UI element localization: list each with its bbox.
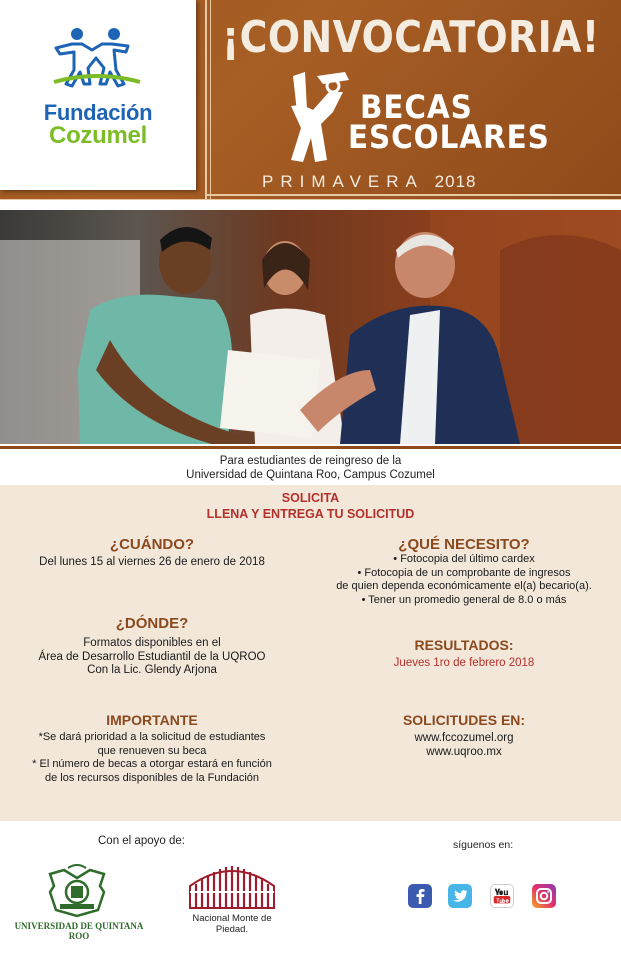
donde-line: Formatos disponibles en el bbox=[83, 637, 221, 649]
caption-line1: Para estudiantes de reingreso de la bbox=[219, 455, 402, 467]
importante-line: que renueven su beca bbox=[97, 744, 207, 757]
frame-line-vertical bbox=[205, 0, 207, 200]
donde-text bbox=[20, 637, 284, 678]
requirement-item: • Fotocopia del último cardex bbox=[393, 553, 535, 565]
instagram-icon[interactable] bbox=[532, 884, 556, 908]
resultados-date: Jueves 1ro de febrero 2018 bbox=[393, 657, 535, 669]
ceremony-photo bbox=[0, 210, 621, 444]
requirement-item: • Tener un promedio general de 8.0 o más bbox=[361, 593, 567, 606]
uqroo-logo-icon bbox=[46, 864, 108, 918]
que-necesito-heading: ¿QUÉ NECESITO? bbox=[398, 536, 530, 553]
solicita-subheading: LLENA Y ENTREGA TU SOLICITUD bbox=[206, 507, 415, 521]
uqroo-link[interactable]: www.uqroo.mx bbox=[426, 745, 502, 758]
page-title: ¡CONVOCATORIA! bbox=[222, 12, 600, 63]
uqroo-name: UNIVERSIDAD DE QUINTANA ROO bbox=[14, 921, 144, 941]
org-name-line2: Cozumel bbox=[49, 122, 147, 149]
season-name: PRIMAVERA bbox=[262, 172, 423, 191]
donde-heading: ¿DÓNDE? bbox=[115, 615, 189, 632]
requirement-item: • Fotocopia de un comprobante de ingresos bbox=[357, 566, 571, 579]
frame-line-bottom bbox=[205, 194, 621, 196]
resultados-heading: RESULTADOS: bbox=[414, 637, 514, 653]
photo-divider bbox=[0, 446, 621, 449]
target-audience-caption bbox=[0, 454, 621, 482]
ceremony-photo-illustration bbox=[0, 210, 621, 444]
solicita-heading: SOLICITA bbox=[281, 491, 340, 505]
season-label bbox=[262, 172, 477, 192]
que-necesito-list bbox=[314, 553, 614, 607]
frame-line-bottom-2 bbox=[0, 199, 621, 200]
children-figures-icon bbox=[52, 26, 142, 88]
importante-heading: IMPORTANTE bbox=[106, 712, 198, 728]
program-title-line2: ESCOLARES bbox=[348, 118, 550, 156]
solicitudes-en-heading: SOLICITUDES EN: bbox=[402, 712, 526, 728]
follow-label: síguenos en: bbox=[453, 839, 514, 851]
cuando-text: Del lunes 15 al viernes 26 de enero de 2018 bbox=[39, 556, 265, 568]
org-name-line1: Fundación bbox=[43, 100, 153, 125]
twitter-icon[interactable] bbox=[448, 884, 472, 908]
requirement-item: de quien dependa económicamente el(a) becario(a). bbox=[336, 580, 592, 592]
fccozumel-link[interactable]: www.fccozumel.org bbox=[414, 732, 514, 744]
importante-text bbox=[20, 731, 284, 785]
cuando-heading: ¿CUÁNDO? bbox=[109, 536, 195, 553]
support-label: Con el apoyo de: bbox=[98, 835, 185, 847]
importante-line: * El número de becas a otorgar estará en función bbox=[32, 758, 272, 770]
solicitudes-links bbox=[364, 732, 564, 759]
season-year: 2018 bbox=[434, 172, 477, 191]
facebook-icon[interactable] bbox=[408, 884, 432, 908]
youtube-icon[interactable] bbox=[490, 884, 514, 908]
program-title-line1: BECAS bbox=[360, 88, 473, 126]
caption-line2: Universidad de Quintana Roo, Campus Cozumel bbox=[186, 469, 435, 481]
graduate-figure-icon bbox=[283, 70, 353, 166]
fundacion-cozumel-logo bbox=[0, 0, 196, 190]
frame-line-vertical-2 bbox=[210, 0, 211, 200]
donde-line: Área de Desarrollo Estudiantil de la UQROO bbox=[38, 650, 266, 663]
donde-line: Con la Lic. Glendy Arjona bbox=[87, 664, 217, 676]
importante-line: *Se dará prioridad a la solicitud de estudiantes bbox=[38, 731, 266, 743]
monte-de-piedad-name: Nacional Monte de Piedad. bbox=[192, 913, 272, 935]
importante-line: de los recursos disponibles de la Fundación bbox=[44, 771, 260, 784]
monte-de-piedad-logo-icon bbox=[186, 862, 278, 910]
